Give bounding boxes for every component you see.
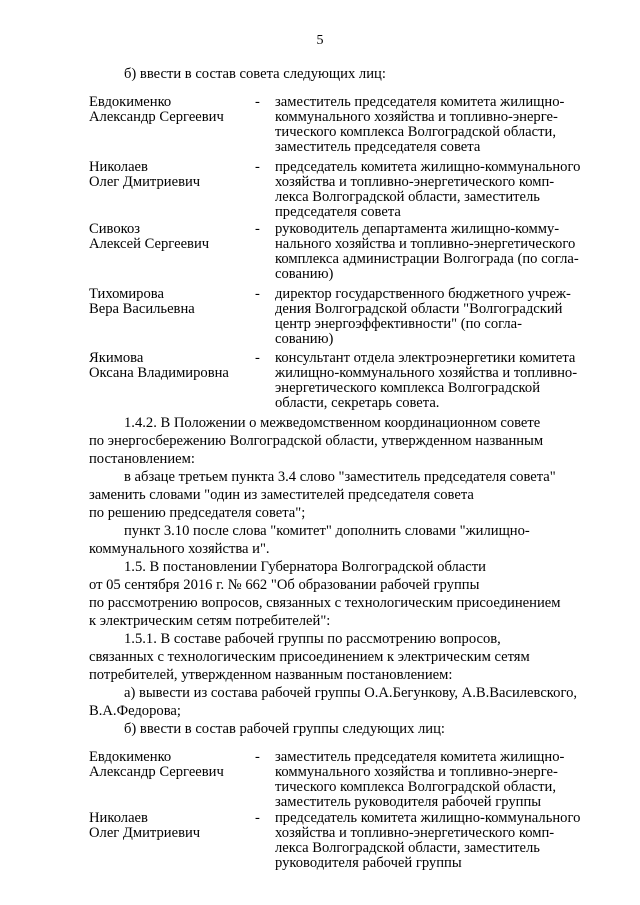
member-dash: -: [255, 810, 260, 826]
paragraph-line: коммунального хозяйства и".: [89, 541, 270, 557]
member-dash: -: [255, 159, 260, 175]
member-description: консультант отдела электроэнергетики комитета жилищно-коммунального хозяйства и топливно- энергетического комплекса Волгоградской области, секретарь совета.: [275, 350, 578, 411]
paragraph-line: 1.4.2. В Положении о межведомственном координационном совете: [124, 415, 541, 431]
member-dash: -: [255, 749, 260, 765]
member-name: Якимова Оксана Владимировна: [89, 350, 229, 381]
member-name: Евдокименко Александр Сергеевич: [89, 94, 224, 125]
member-name: Тихомирова Вера Васильевна: [89, 286, 195, 317]
member-name: Сивокоз Алексей Сергеевич: [89, 221, 210, 252]
member-dash: -: [255, 221, 260, 237]
member-dash: -: [255, 286, 260, 302]
paragraph-line: в абзаце третьем пункта 3.4 слово "заместитель председателя совета": [124, 469, 556, 485]
paragraph-line: пункт 3.10 после слова "комитет" дополнить словами "жилищно-: [124, 523, 530, 539]
paragraph-line: постановлением:: [89, 451, 195, 467]
paragraph-line: по рассмотрению вопросов, связанных с технологическим присоединением: [89, 595, 561, 611]
member-name: Николаев Олег Дмитриевич: [89, 810, 201, 841]
member-description: заместитель председателя комитета жилищно- коммунального хозяйства и топливно-энерге- тического комплекса Волгоградской области, заместитель руководителя рабочей группы: [275, 749, 565, 810]
paragraph-line: связанных с технологическим присоединением к электрическим сетям: [89, 649, 530, 665]
member-dash: -: [255, 94, 260, 110]
member-dash: -: [255, 350, 260, 366]
paragraph-line: В.А.Федорова;: [89, 703, 181, 719]
page-number: 5: [316, 33, 324, 48]
paragraph-line: по энергосбережению Волгоградской области, утвержденном названным: [89, 433, 544, 449]
council-intro: б) ввести в состав совета следующих лиц:: [124, 66, 386, 82]
paragraph-line: по решению председателя совета";: [89, 505, 306, 521]
paragraph-line: к электрическим сетям потребителей":: [89, 613, 331, 629]
member-name: Евдокименко Александр Сергеевич: [89, 749, 224, 780]
paragraph-line: заменить словами "один из заместителей председателя совета: [89, 487, 474, 503]
paragraph-line: потребителей, утвержденном названным постановлением:: [89, 667, 453, 683]
paragraph-line: 1.5. В постановлении Губернатора Волгоградской области: [124, 559, 486, 575]
member-description: заместитель председателя комитета жилищно- коммунального хозяйства и топливно-энерге- тического комплекса Волгоградской области, заместитель председателя совета: [275, 94, 565, 155]
paragraph-line: а) вывести из состава рабочей группы О.А.Бегункову, А.В.Василевского,: [124, 685, 578, 701]
paragraph-line: от 05 сентября 2016 г. № 662 "Об образовании рабочей группы: [89, 577, 480, 593]
paragraph-line: б) ввести в состав рабочей группы следующих лиц:: [124, 721, 445, 737]
paragraph-line: 1.5.1. В составе рабочей группы по рассмотрению вопросов,: [124, 631, 501, 647]
member-description: директор государственного бюджетного учреж- дения Волгоградской области "Волгоградский центр энергоэффективности" (по согла- сованию): [275, 286, 571, 347]
member-description: председатель комитета жилищно-коммунального хозяйства и топливно-энергетического комп- лекса Волгоградской области, заместитель председателя совета: [275, 159, 581, 220]
member-description: руководитель департамента жилищно-комму- нального хозяйства и топливно-энергетического комплекса администрации Волгограда (по согла- сованию): [275, 221, 579, 282]
member-description: председатель комитета жилищно-коммунального хозяйства и топливно-энергетического комп- лекса Волгоградской области, заместитель руководителя рабочей группы: [275, 810, 581, 871]
member-name: Николаев Олег Дмитриевич: [89, 159, 201, 190]
